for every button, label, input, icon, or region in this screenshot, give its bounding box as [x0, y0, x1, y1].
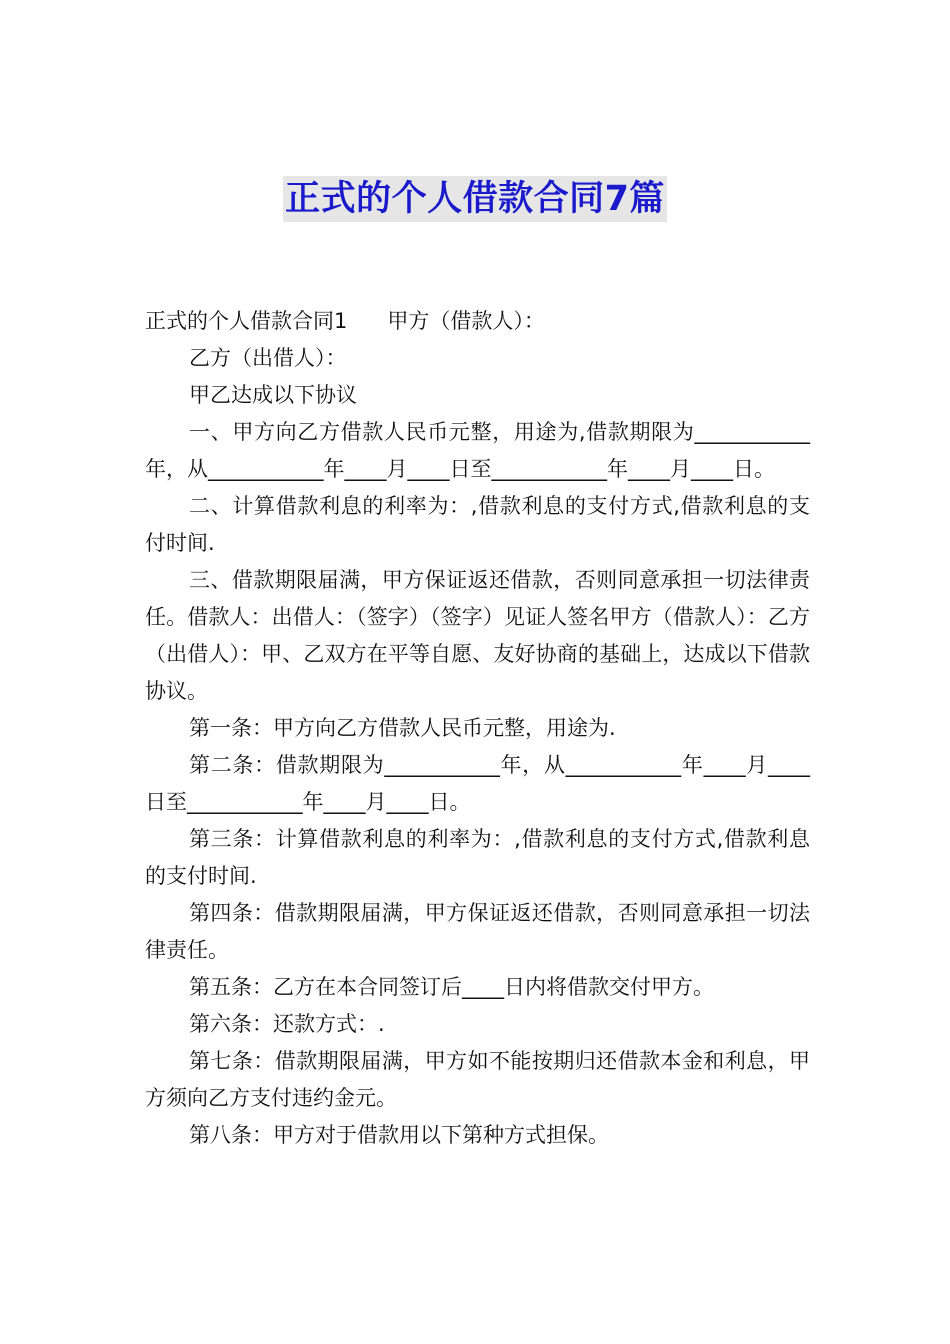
paragraph: 第八条：甲方对于借款用以下第种方式担保。 [189, 1123, 609, 1147]
paragraph: 第二条：借款期限为___________年，从___________年____月____日至___________年____月____日。 [145, 753, 810, 814]
paragraph: 二、计算借款利息的利率为：,借款利息的支付方式,借款利息的支付时间. [145, 494, 810, 555]
document-body [145, 303, 810, 1154]
paragraph: 第一条：甲方向乙方借款人民币元整，用途为. [189, 716, 616, 740]
title-block [0, 176, 950, 222]
paragraph: 一、甲方向乙方借款人民币元整，用途为,借款期限为___________年，从___________年____月____日至___________年____月____日。 [145, 420, 810, 481]
document-title: 正式的个人借款合同7篇 [283, 176, 667, 222]
paragraph: 第六条：还款方式：. [189, 1012, 385, 1036]
paragraph: 第七条：借款期限届满，甲方如不能按期归还借款本金和利息，甲方须向乙方支付违约金元。 [145, 1049, 810, 1110]
contract-heading: 正式的个人借款合同1 [145, 309, 348, 333]
paragraph: 乙方（出借人）： [189, 346, 347, 370]
paragraph: 第四条：借款期限届满，甲方保证返还借款，否则同意承担一切法律责任。 [145, 901, 810, 962]
paragraph: 第五条：乙方在本合同签订后____日内将借款交付甲方。 [189, 975, 714, 999]
paragraph: 甲乙达成以下协议 [189, 383, 357, 407]
first-line [145, 303, 810, 340]
paragraph: 三、借款期限届满，甲方保证返还借款，否则同意承担一切法律责任。借款人：出借人：（签字）（签字）见证人签名甲方（借款人）：乙方（出借人）：甲、乙双方在平等自愿、友好协商的基础上，达成以下借款协议。 [145, 568, 810, 703]
party-a-label: 甲方（借款人）： [387, 309, 545, 333]
paragraph: 第三条：计算借款利息的利率为：,借款利息的支付方式,借款利息的支付时间. [145, 827, 810, 888]
